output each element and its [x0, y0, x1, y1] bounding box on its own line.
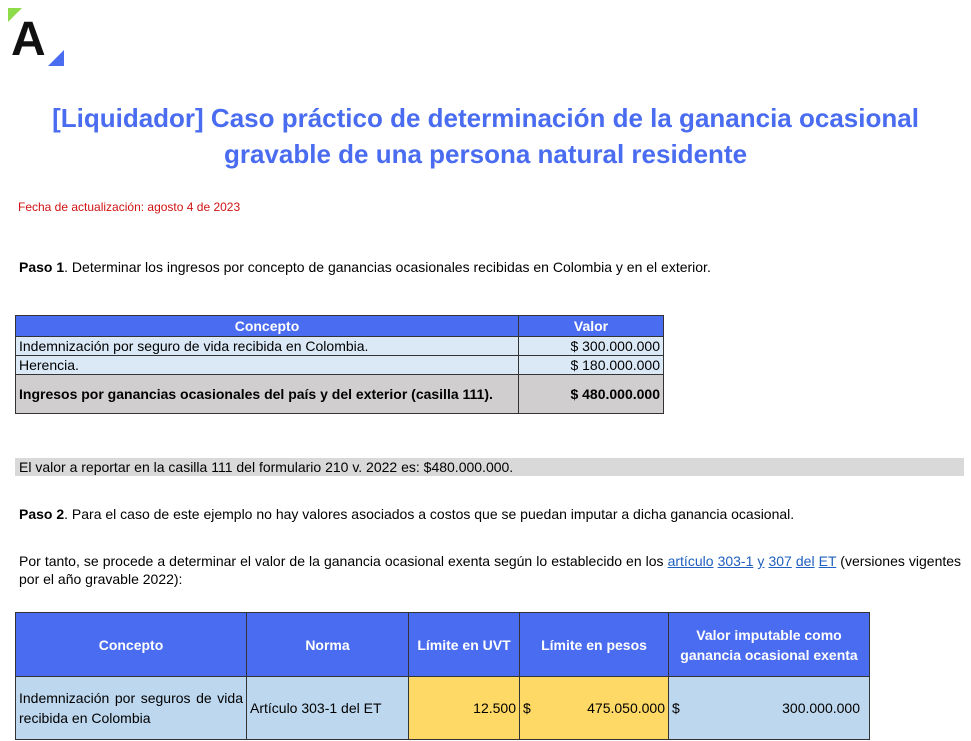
total-row [16, 375, 664, 414]
header-limite-uvt: Límite en UVT [409, 613, 520, 677]
row-concept: Indemnización por seguro de vida recibida en Colombia. [16, 337, 519, 356]
header-valor: Valor [519, 316, 664, 337]
page-title [0, 100, 971, 172]
row-norma: Artículo 303-1 del ET [247, 677, 409, 740]
link-y[interactable]: y [757, 553, 765, 569]
exempt-table-header [16, 613, 870, 677]
svg-text:A: A [11, 13, 46, 66]
step1-text: . Determinar los ingresos por concepto de ganancias ocasionales recibidas en Colombia y en el exterior. [64, 259, 711, 275]
row-concept: Indemnización por seguros de vida recibida en Colombia [16, 677, 247, 740]
link-et[interactable]: ET [818, 553, 837, 569]
exempt-table [15, 612, 870, 740]
step3-text-after: (versiones vigentes por el año gravable 2022): [19, 553, 962, 587]
header-limite-pesos: Límite en pesos [520, 613, 669, 677]
table-row [16, 337, 664, 356]
link-articulo[interactable]: artículo [667, 553, 714, 569]
logo-icon [8, 8, 64, 66]
row-value: $ 300.000.000 [519, 337, 664, 356]
row-limite-pesos [520, 677, 669, 740]
currency-symbol: $ [523, 700, 531, 716]
header-valor-imputable: Valor imputable como ganancia ocasional exenta [669, 613, 870, 677]
step2-paragraph [19, 505, 794, 523]
table-row [16, 677, 870, 740]
step2-label: Paso 2 [19, 506, 65, 522]
header-concepto: Concepto [16, 316, 519, 337]
valor-amount: 300.000.000 [782, 700, 860, 716]
step3-text-before: Por tanto, se procede a determinar el valor de la ganancia ocasional exenta según lo establecido en los [19, 553, 668, 569]
header-norma: Norma [247, 613, 409, 677]
link-307[interactable]: 307 [768, 553, 792, 569]
income-table-header [16, 316, 664, 337]
step3-paragraph [19, 552, 961, 588]
step1-label: Paso 1 [19, 259, 65, 275]
step2-text: . Para el caso de este ejemplo no hay valores asociados a costos que se puedan imputar a dicha ganancia ocasional. [64, 506, 795, 522]
header-concepto: Concepto [16, 613, 247, 677]
row-value: $ 180.000.000 [519, 356, 664, 375]
table-row [16, 356, 664, 375]
row-valor-imputable [669, 677, 870, 740]
casilla-note: El valor a reportar en la casilla 111 del formulario 210 v. 2022 es: $480.000.000. [15, 458, 964, 476]
row-limite-uvt: 12.500 [409, 677, 520, 740]
limite-pesos-amount: 475.050.000 [587, 700, 665, 716]
update-date: Fecha de actualización: agosto 4 de 2023 [18, 200, 241, 214]
link-303-1[interactable]: 303-1 [717, 553, 754, 569]
currency-symbol: $ [672, 700, 680, 716]
row-concept: Herencia. [16, 356, 519, 375]
total-value: $ 480.000.000 [519, 375, 664, 414]
step1-paragraph [19, 258, 711, 276]
title-line-2: gravable de una persona natural residente [223, 139, 748, 169]
title-line-1: [Liquidador] Caso práctico de determinación de la ganancia ocasional [52, 103, 919, 133]
total-concept: Ingresos por ganancias ocasionales del país y del exterior (casilla 111). [16, 375, 519, 414]
link-del[interactable]: del [795, 553, 815, 569]
income-table [15, 315, 664, 414]
